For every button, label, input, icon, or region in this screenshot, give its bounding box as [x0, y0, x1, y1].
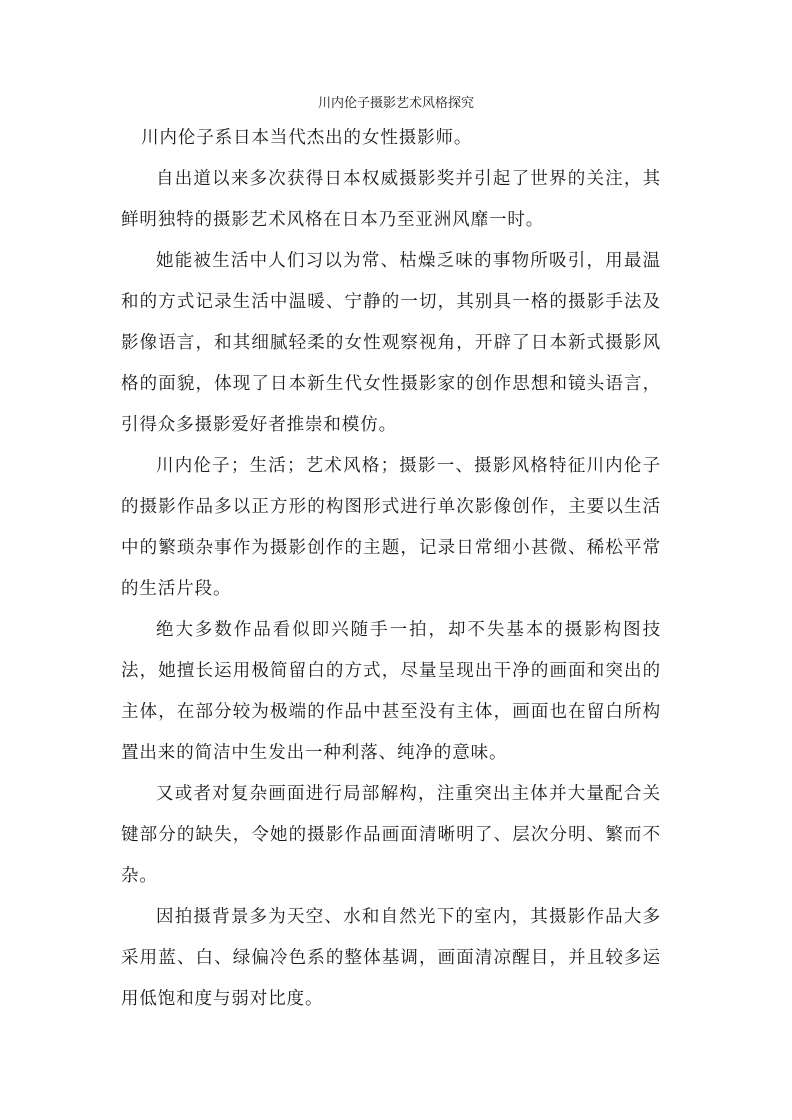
document-title: 川内伦子摄影艺术风格探究 [317, 96, 474, 111]
paragraph-color-tone: 因拍摄背景多为天空、水和自然光下的室内，其摄影作品大多采用蓝、白、绿偏冷色系的整体基调，画面清凉醒目，并且较多运用低饱和度与弱对比度。 [121, 907, 661, 1009]
document-body [121, 118, 661, 1020]
paragraph-deconstruction: 又或者对复杂画面进行局部解构，注重突出主体并大量配合关键部分的缺失，令她的摄影作品画面清晰明了、层次分明、繁而不杂。 [121, 784, 661, 886]
paragraph-intro: 川内伦子系日本当代杰出的女性摄影师。 [141, 128, 473, 148]
paragraph-debut: 自出道以来多次获得日本权威摄影奖并引起了世界的关注，其鲜明独特的摄影艺术风格在日本乃至亚洲风靡一时。 [121, 169, 661, 230]
paragraph-composition: 绝大多数作品看似即兴随手一拍，却不失基本的摄影构图技法，她擅长运用极简留白的方式，尽量呈现出干净的画面和突出的主体，在部分较为极端的作品中甚至没有主体，画面也在留白所构置出来的简洁中生发出一种利落、纯净的意味。 [121, 620, 661, 763]
paragraph-style-features: 川内伦子；生活；艺术风格；摄影一、摄影风格特征川内伦子的摄影作品多以正方形的构图形式进行单次影像创作，主要以生活中的繁琐杂事作为摄影创作的主题，记录日常细小甚微、稀松平常的生活片段。 [121, 456, 661, 599]
paragraph-perspective: 她能被生活中人们习以为常、枯燥乏味的事物所吸引，用最温和的方式记录生活中温暖、宁静的一切，其别具一格的摄影手法及影像语言，和其细腻轻柔的女性观察视角，开辟了日本新式摄影风格的面貌，体现了日本新生代女性摄影家的创作思想和镜头语言，引得众多摄影爱好者推崇和模仿。 [121, 251, 661, 435]
